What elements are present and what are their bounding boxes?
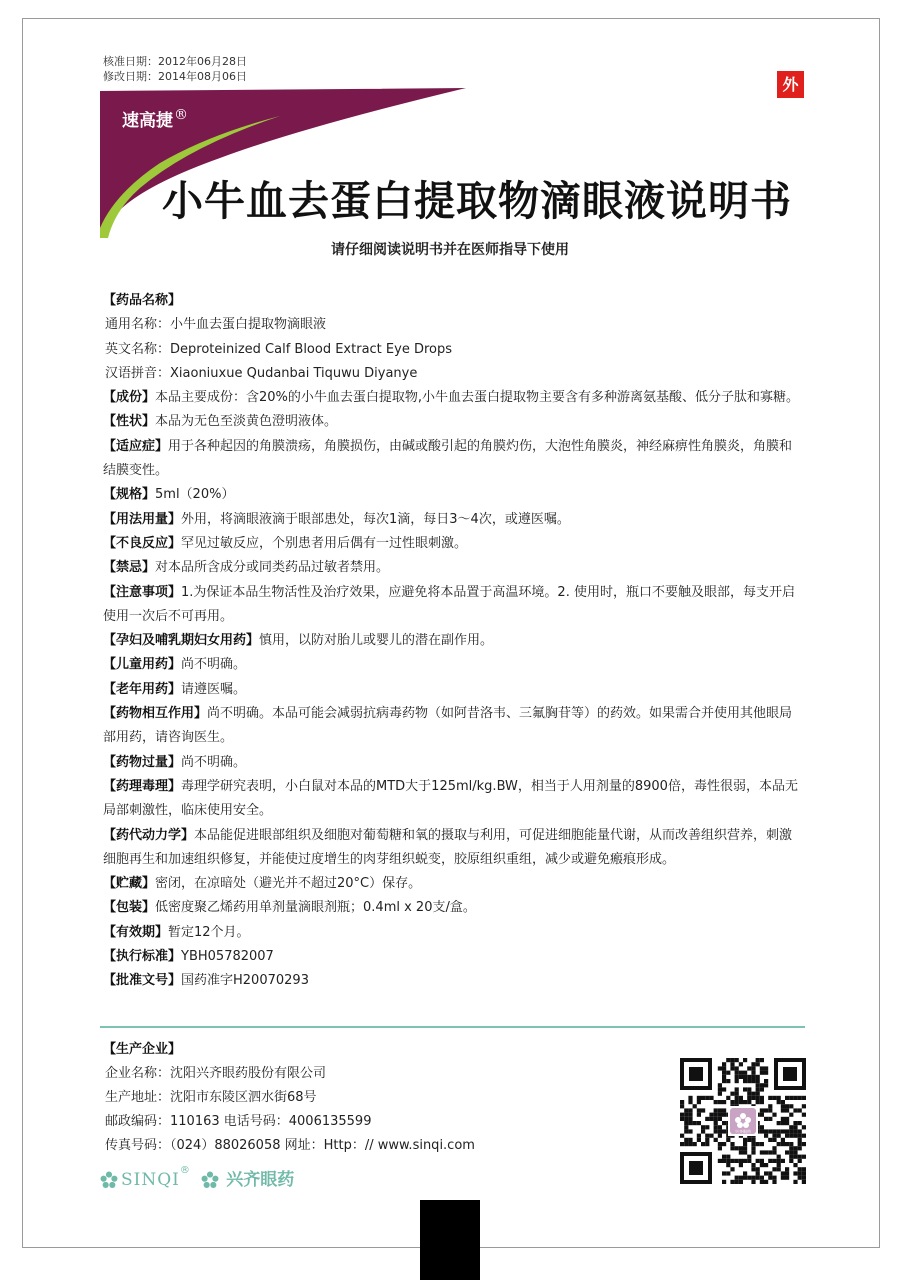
section-text: 外用，将滴眼液滴于眼部患处，每次1滴，每日3～4次，或遵医嘱。 — [181, 511, 570, 527]
section-text: 本品能促进眼部组织及细胞对葡萄糖和氧的摄取与利用，可促进细胞能量代谢，从而改善组织营养，刺激细胞再生和加速组织修复，并能使过度增生的肉芽组织蜕变，胶原组织重组，减少或避免瘢痕形成。 — [103, 827, 793, 867]
logo-latin: SINQI — [121, 1170, 180, 1190]
brand-registered-mark: ® — [174, 107, 188, 124]
brand-name-text: 速高捷 — [122, 111, 173, 131]
manufacturer-postal-phone: 邮政编码：110163 电话号码：4006135599 — [105, 1114, 372, 1129]
section-text: YBH05782007 — [181, 949, 274, 965]
logo-registered-mark: ® — [179, 1165, 190, 1176]
section-pediatric — [103, 653, 803, 677]
section-pharmacokinetics — [103, 824, 803, 873]
section-heading: 【儿童用药】 — [103, 657, 182, 673]
section-heading: 【注意事项】 — [103, 584, 182, 600]
section-heading: 【规格】 — [103, 487, 156, 503]
section-text: 用于各种起因的角膜溃疡，角膜损伤，由碱或酸引起的角膜灼伤，大泡性角膜炎，神经麻痹性角膜炎，角膜和结膜变性。 — [103, 438, 793, 479]
manufacturer-block — [103, 1038, 475, 1158]
flower-icon — [201, 1171, 219, 1189]
section-dosage — [103, 508, 803, 532]
dates-block — [103, 54, 247, 84]
section-heading: 【贮藏】 — [103, 876, 156, 892]
section-specification — [103, 483, 803, 507]
section-indications — [103, 435, 803, 484]
section-standard — [103, 945, 803, 969]
section-text: 尚不明确。 — [181, 657, 247, 673]
section-text: 请遵医嘱。 — [181, 681, 247, 697]
english-name: 英文名称：Deproteinized Calf Blood Extract Eye Drops — [105, 341, 453, 357]
approval-date: 核准日期：2012年06月28日 — [103, 55, 247, 68]
section-text: 毒理学研究表明，小白鼠对本品的MTD大于125ml/kg.BW，相当于人用剂量的8900倍，毒性很弱，本品无局部刺激性，临床使用安全。 — [103, 778, 798, 819]
section-description — [103, 410, 803, 434]
section-text: 尚不明确。 — [181, 754, 247, 770]
section-composition — [103, 386, 803, 410]
section-heading: 【药品名称】 — [103, 293, 182, 308]
section-text: 1.为保证本品生物活性及治疗效果，应避免将本品置于高温环境。2. 使用时，瓶口不要触及眼部，每支开启使用一次后不可再用。 — [103, 584, 795, 624]
section-heading: 【药代动力学】 — [103, 827, 195, 843]
section-text: 罕见过敏反应，个别患者用后偶有一过性眼刺激。 — [181, 535, 468, 551]
section-approval-number — [103, 969, 803, 993]
section-contraindications — [103, 556, 803, 580]
section-overdose — [103, 751, 803, 775]
pinyin-name: 汉语拼音：Xiaoniuxue Qudanbai Tiquwu Diyanye — [105, 365, 418, 381]
section-pregnancy — [103, 629, 803, 653]
section-heading: 【成份】 — [103, 390, 156, 406]
flower-icon — [100, 1171, 118, 1189]
section-text: 对本品所含成分或同类药品过敏者禁用。 — [155, 560, 390, 576]
section-heading: 【不良反应】 — [103, 535, 182, 551]
document-title: 小牛血去蛋白提取物滴眼液说明书 — [162, 177, 792, 225]
section-text: 本品为无色至淡黄色澄明液体。 — [155, 414, 338, 430]
section-text: 慎用，以防对胎儿或婴儿的潜在副作用。 — [259, 633, 494, 649]
qr-code-graphic — [680, 1058, 806, 1184]
sinqi-logo — [100, 1165, 294, 1190]
section-text: 密闭，在凉暗处（避光并不超过20°C）保存。 — [155, 876, 422, 892]
section-heading: 【老年用药】 — [103, 681, 182, 697]
section-text: 暂定12个月。 — [168, 924, 250, 940]
section-heading: 【有效期】 — [103, 924, 169, 940]
section-adverse-reactions — [103, 532, 803, 556]
section-storage — [103, 872, 803, 896]
section-heading: 【药物过量】 — [103, 754, 182, 770]
external-use-badge: 外 — [777, 71, 804, 98]
document-subtitle: 请仔细阅读说明书并在医师指导下使用 — [331, 242, 569, 258]
brand-name — [122, 106, 188, 131]
section-package — [103, 896, 803, 920]
section-precautions — [103, 581, 803, 630]
section-text: 国药准字H20070293 — [181, 973, 309, 989]
section-text: 低密度聚乙烯药用单剂量滴眼剂瓶；0.4ml x 20支/盒。 — [155, 900, 476, 916]
manufacturer-fax-web: 传真号码：（024）88026058 网址：Http：// www.sinqi.com — [105, 1138, 475, 1153]
leaflet-content — [103, 289, 803, 994]
manufacturer-heading: 【生产企业】 — [103, 1042, 182, 1057]
section-geriatric — [103, 678, 803, 702]
section-heading: 【性状】 — [103, 414, 156, 430]
section-interactions — [103, 702, 803, 751]
manufacturer-company: 企业名称：沈阳兴齐眼药股份有限公司 — [105, 1066, 327, 1081]
section-heading: 【孕妇及哺乳期妇女用药】 — [103, 633, 260, 649]
divider-rule — [100, 1026, 805, 1028]
section-shelf-life — [103, 921, 803, 945]
revision-date: 修改日期：2014年08月06日 — [103, 70, 247, 83]
section-heading: 【执行标准】 — [103, 949, 182, 965]
qr-center-label: 兴齐眼药 — [735, 1129, 751, 1134]
generic-name: 通用名称：小牛血去蛋白提取物滴眼液 — [105, 317, 327, 333]
drug-name-heading — [103, 289, 803, 313]
section-text: 本品主要成份：含20%的小牛血去蛋白提取物,小牛血去蛋白提取物主要含有多种游离氨基酸、低分子肽和寡糖。 — [155, 390, 800, 406]
section-heading: 【适应症】 — [103, 438, 169, 454]
section-heading: 【用法用量】 — [103, 511, 182, 527]
section-heading: 【禁忌】 — [103, 560, 156, 576]
section-heading: 【药物相互作用】 — [103, 706, 208, 722]
section-heading: 【批准文号】 — [103, 973, 182, 989]
section-toxicology — [103, 775, 803, 824]
section-text: 5ml（20%） — [155, 487, 235, 503]
section-heading: 【药理毒理】 — [103, 778, 182, 794]
black-tab — [420, 1200, 480, 1280]
section-text: 尚不明确。本品可能会减弱抗病毒药物（如阿昔洛韦、三氟胸苷等）的药效。如果需合并使用其他眼局部用药，请咨询医生。 — [103, 706, 793, 746]
logo-chinese: 兴齐眼药 — [226, 1170, 295, 1190]
qr-code — [680, 1058, 806, 1184]
manufacturer-address: 生产地址：沈阳市东陵区泗水街68号 — [105, 1090, 317, 1105]
section-heading: 【包装】 — [103, 900, 156, 916]
